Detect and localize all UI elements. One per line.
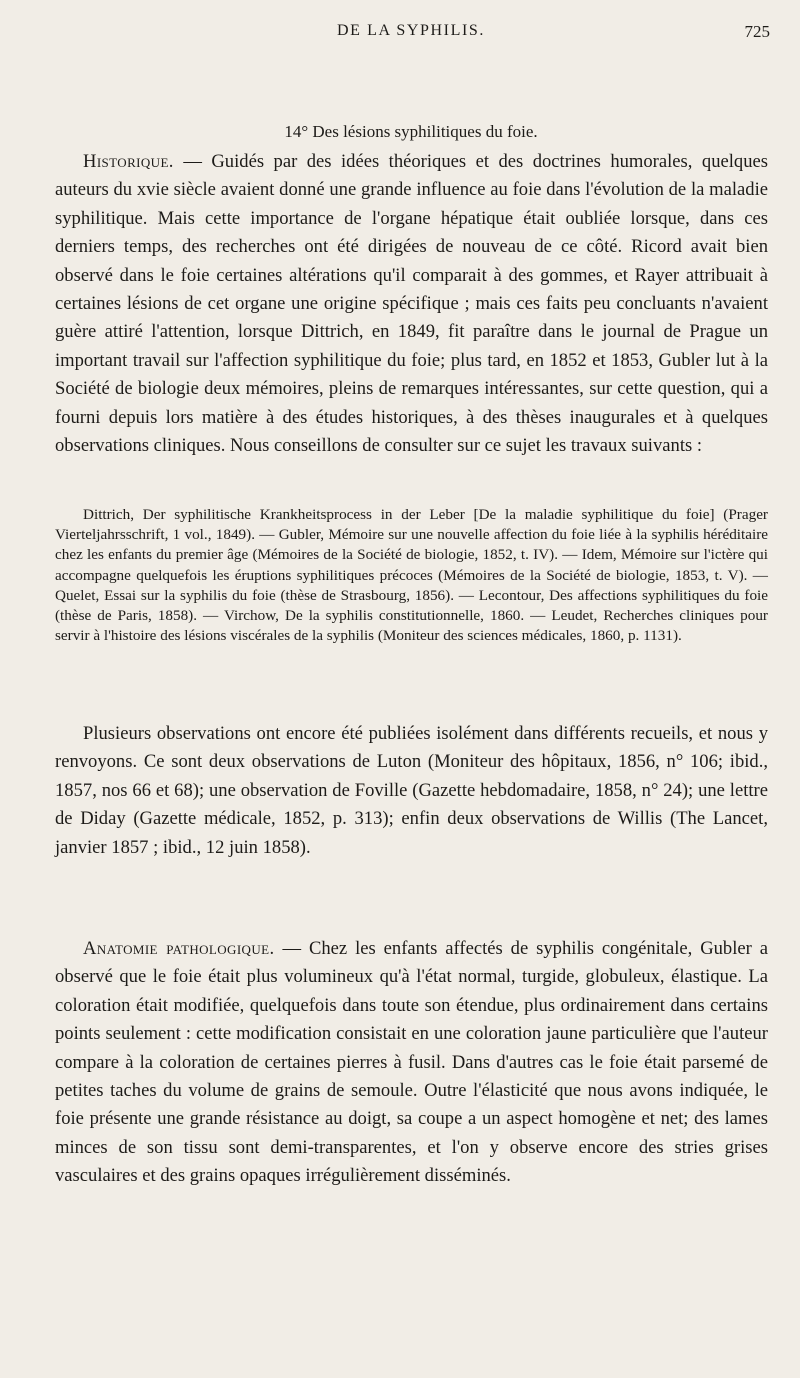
anatomie-paragraph: [55, 935, 768, 1191]
references-paragraph: Dittrich, Der syphilitische Krankheitsprocess in der Leber [De la maladie syphilitique du foie] (Prager Vierteljahrsschrift, 1 vol., 1849). — Gubler, Mémoire sur une nouvelle affection du foie liée à la syphilis héréditaire chez les enfants du premier âge (Mémoires de la Société de biologie, 1852, t. IV). — Idem, Mémoire sur l'ictère qui accompagne quelquefois les éruptions syphilitiques précoces (Mémoires de la Société de biologie, 1853, t. V). — Quelet, Essai sur la syphilis du foie (thèse de Strasbourg, 1856). — Lecontour, Des affections syphilitiques du foie (thèse de Paris, 1858). — Virchow, De la syphilis constitutionnelle, 1860. — Leudet, Recherches cliniques pour servir à l'histoire des lésions viscérales de la syphilis (Moniteur des sciences médicales, 1860, p. 1131).: [55, 506, 768, 645]
anatomie-heading: Anatomie pathologique.: [83, 938, 275, 959]
anatomie-section: [55, 935, 768, 1191]
page-header: [52, 22, 770, 52]
observations-paragraph: Plusieurs observations ont encore été publiées isolément dans différents recueils, et nous y renvoyons. Ce sont deux observations de Luton (Moniteur des hôpitaux, 1856, n° 106; ibid., 1857, nos 66 et 68); une observation de Foville (Gazette hebdomadaire, 1858, n° 24); une lettre de Diday (Gazette médicale, 1852, p. 313); enfin deux observations de Willis (The Lancet, janvier 1857 ; ibid., 12 juin 1858).: [55, 723, 768, 858]
running-title: DE LA SYPHILIS.: [336, 22, 485, 39]
page-number: 725: [744, 22, 770, 41]
historique-paragraph: [55, 148, 768, 460]
observations-section: [55, 720, 768, 862]
section-title: 14° Des lésions syphilitiques du foie.: [284, 122, 538, 141]
references-section: [55, 505, 768, 646]
historique-text: — Guidés par des idées théoriques et des doctrines humorales, quelques auteurs du xvie siècle avaient donné une grande influence au foie dans l'évolution de la maladie syphilitique. Mais cette importance de l'organe hépatique était oubliée lorsque, dans ces derniers temps, des recherches ont été dirigées de nouveau de ce côté. Ricord avait bien observé dans le foie certaines altérations qu'il comparait à des gommes, et Rayer attribuait à certaines lésions de cet organe une origine spécifique ; mais ces faits peu concluants n'avaient guère attiré l'attention, lorsque Dittrich, en 1849, fit paraître dans le journal de Prague un important travail sur l'affection syphilitique du foie; plus tard, en 1852 et 1853, Gubler lut à la Société de biologie deux mémoires, pleins de remarques intéressantes, sur cette question, qui a fourni depuis lors matière à des études historiques, à des thèses inaugurales et à quelques observations cliniques. Nous conseillons de consulter sur ce sujet les travaux suivants :: [55, 151, 768, 457]
historique-section: [55, 148, 768, 460]
anatomie-text: — Chez les enfants affectés de syphilis congénitale, Gubler a observé que le foie était plus volumineux qu'à l'état normal, turgide, globuleux, élastique. La coloration était modifiée, quelquefois dans toute son étendue, plus ordinairement dans certains points seulement : cette modification consistait en une coloration jaune particulière que l'auteur compare à la coloration de certaines pierres à fusil. Dans d'autres cas le foie était parsemé de petites taches du volume de grains de semoule. Outre l'élasticité que nous avons indiquée, le foie présente une grande résistance au doigt, sa coupe a un aspect homogène et net; des lames minces de son tissu sont demi-transparentes, et l'on y observe encore des stries grises vasculaires et des grains opaques irrégulièrement disséminés.: [55, 938, 769, 1187]
historique-heading: Historique.: [83, 151, 174, 172]
